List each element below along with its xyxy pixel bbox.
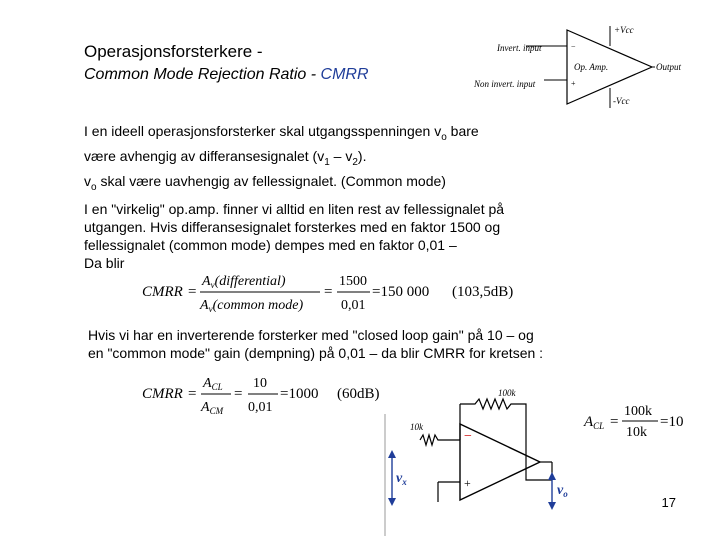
para1-line2: være avhengig av differansesignalet $(v_1 - v_2)$.	[84, 147, 367, 168]
paragraph-real-opamp	[84, 200, 504, 272]
svg-text:=: =	[324, 284, 333, 300]
svg-text:10: 10	[253, 376, 267, 391]
svg-text:=1000: =1000	[280, 386, 319, 402]
para2-line4: Da blir	[84, 255, 125, 271]
svg-text:(60dB): (60dB)	[337, 386, 380, 402]
vcc-pos-label: +Vcc	[614, 25, 634, 35]
svg-text:=: =	[234, 386, 243, 402]
paragraph-ideal-opamp	[84, 122, 479, 196]
svg-text:0,01: 0,01	[248, 400, 273, 415]
opamp-body-label: Op. Amp.	[574, 62, 609, 72]
svg-text:ACL: $A_{CL}$	[203, 376, 223, 392]
opamp-symbol-diagram	[470, 24, 700, 110]
closed-loop-gain-equation	[582, 400, 702, 444]
subtitle-main: Common Mode Rejection Ratio -	[84, 66, 321, 83]
para3-line2: en "common mode" gain (dempning) på 0,01 – da blir CMRR for kretsen :	[88, 345, 544, 361]
para2-line1: I en "virkelig" op.amp. finner vi alltid en liten rest av fellessignalet på	[84, 201, 505, 217]
svg-text:CMRR: CMRR	[142, 284, 183, 300]
invert-input-label: Invert. input	[497, 43, 542, 53]
svg-text:ACM: $A_{CM}$	[201, 400, 224, 416]
svg-text:=: =	[610, 414, 619, 430]
vout-label: $v_o$	[557, 483, 568, 499]
inverting-amplifier-circuit	[380, 384, 580, 536]
svg-text:1500: 1500	[339, 274, 367, 289]
cmrr-equation-1	[138, 268, 538, 316]
feedback-resistor	[460, 399, 552, 480]
para2-line3: fellessignalet (common mode) dempes med en faktor 0,01 –	[84, 237, 457, 253]
circuit-opamp	[460, 424, 540, 500]
cmrr-equation-2	[138, 370, 388, 418]
svg-text:=: =	[188, 284, 197, 300]
input-resistor	[420, 435, 460, 445]
slide-title: Operasjonsforsterkere -	[84, 42, 263, 61]
plus-pin-label: +	[571, 79, 576, 88]
svg-text:Av(differential): $A_v(differential)$	[202, 274, 286, 290]
input-resistor-label: 10k	[410, 422, 423, 432]
svg-text:10k: 10k	[626, 425, 647, 440]
para3-line1: Hvis vi har en inverterende forsterker med "closed loop gain" på 10 – og	[88, 327, 534, 343]
svg-text:0,01: 0,01	[341, 298, 366, 313]
page-number: 17	[661, 495, 676, 510]
para2-line2: utgangen. Hvis differansesignalet forsterkes med en faktor 1500 og	[84, 219, 501, 235]
vcc-neg-label: -Vcc	[613, 96, 630, 106]
circuit-plus-label: +	[464, 476, 471, 490]
minus-pin-label: −	[571, 42, 576, 51]
svg-text:=: =	[188, 386, 197, 402]
paragraph-inverting-amp	[88, 326, 543, 362]
para1-line3: $v_o$ skal være uavhengig av fellessignalet. (Common mode)	[84, 172, 446, 193]
svg-text:(103,5dB): (103,5dB)	[452, 284, 514, 300]
noninvert-input-label: Non invert. input	[474, 79, 536, 89]
vin-label: $v_x$	[396, 471, 407, 487]
svg-text:ACL: $A_{CL}$	[584, 414, 605, 431]
svg-text:Av(common mode): $A_v(common$ mode)	[200, 298, 304, 314]
svg-text:=150 000: =150 000	[372, 284, 430, 300]
output-label: Output	[656, 62, 682, 72]
circuit-minus-label: −	[464, 429, 472, 444]
para1-line1: I en ideell operasjonsforsterker skal utgangsspenningen $v_o$ bare	[84, 123, 479, 143]
svg-text:=10: =10	[660, 414, 684, 430]
subtitle-accent: CMRR	[320, 66, 369, 83]
feedback-resistor-label: 100k	[498, 388, 516, 398]
slide-subtitle	[84, 66, 369, 84]
svg-text:100k: 100k	[624, 404, 652, 419]
svg-text:CMRR: CMRR	[142, 386, 183, 402]
